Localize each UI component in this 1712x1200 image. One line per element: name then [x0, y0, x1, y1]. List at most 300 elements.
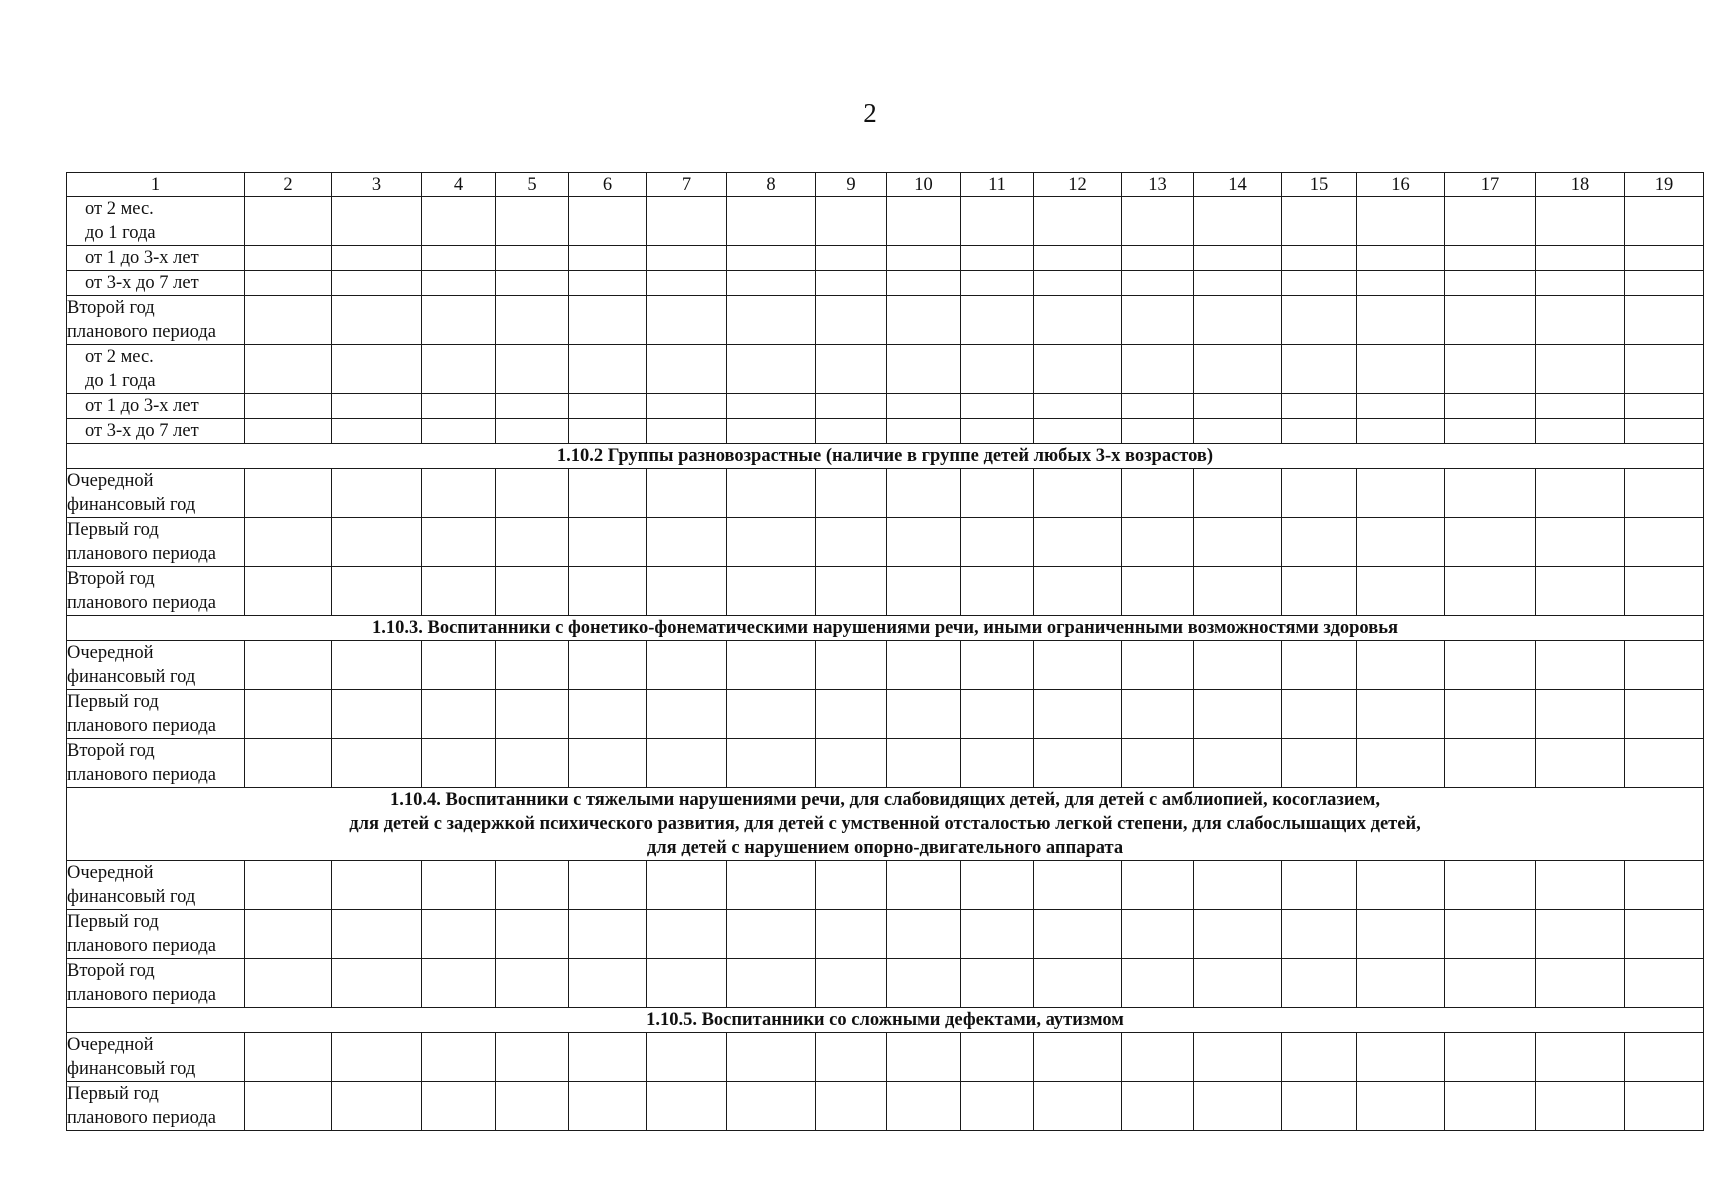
table-cell — [1282, 959, 1357, 1008]
table-cell — [961, 567, 1034, 616]
table-cell — [496, 1033, 569, 1082]
table-cell — [1625, 394, 1704, 419]
table-cell — [1034, 690, 1122, 739]
table-cell — [727, 197, 816, 246]
table-cell — [496, 690, 569, 739]
table-cell — [1194, 345, 1282, 394]
table-cell — [1625, 910, 1704, 959]
table-cell — [887, 518, 961, 567]
table-cell — [887, 345, 961, 394]
row-label — [67, 246, 245, 271]
table-cell — [1536, 469, 1625, 518]
row-label-line: до 1 года — [85, 223, 156, 243]
table-cell — [422, 1033, 496, 1082]
table-cell — [1034, 1033, 1122, 1082]
table-cell — [961, 246, 1034, 271]
row-label-line: финансовый год — [67, 667, 196, 687]
table-cell — [1357, 518, 1445, 567]
table-cell — [961, 641, 1034, 690]
table-cell — [245, 567, 332, 616]
table-cell — [647, 910, 727, 959]
table-cell — [332, 296, 422, 345]
table-cell — [496, 419, 569, 444]
table-cell — [1034, 197, 1122, 246]
row-label-line: планового периода — [67, 1108, 216, 1128]
table-cell — [422, 959, 496, 1008]
column-number-14: 14 — [1194, 173, 1282, 197]
table-cell — [422, 469, 496, 518]
table-cell — [245, 296, 332, 345]
table-cell — [496, 739, 569, 788]
row-label — [67, 1082, 245, 1131]
table-cell — [1122, 641, 1194, 690]
table-cell — [727, 959, 816, 1008]
table-cell — [569, 959, 647, 1008]
table-cell — [332, 959, 422, 1008]
table-cell — [647, 690, 727, 739]
table-cell — [1445, 910, 1536, 959]
table-cell — [1536, 1033, 1625, 1082]
table-cell — [332, 394, 422, 419]
table-cell — [961, 739, 1034, 788]
table-cell — [245, 1082, 332, 1131]
table-cell — [727, 861, 816, 910]
table-cell — [245, 861, 332, 910]
report-table — [66, 172, 1704, 1131]
table-cell — [245, 469, 332, 518]
table-cell — [1625, 959, 1704, 1008]
section-title-line: 1.10.3. Воспитанники с фонетико-фонематическими нарушениями речи, иными ограниченными возможностями здоровья — [372, 618, 1398, 638]
table-cell — [332, 518, 422, 567]
column-number-9: 9 — [816, 173, 887, 197]
table-cell — [1194, 419, 1282, 444]
table-cell — [1194, 739, 1282, 788]
table-cell — [496, 246, 569, 271]
table-cell — [1445, 641, 1536, 690]
column-number-5: 5 — [496, 173, 569, 197]
table-cell — [569, 861, 647, 910]
table-cell — [1122, 394, 1194, 419]
table-cell — [1445, 296, 1536, 345]
table-cell — [1194, 246, 1282, 271]
table-cell — [496, 518, 569, 567]
column-number-7: 7 — [647, 173, 727, 197]
row-label-line: планового периода — [67, 544, 216, 564]
table-cell — [332, 1033, 422, 1082]
table-cell — [1536, 1082, 1625, 1131]
table-cell — [816, 1033, 887, 1082]
table-cell — [1625, 246, 1704, 271]
column-number-6: 6 — [569, 173, 647, 197]
section-title — [67, 616, 1704, 641]
table-cell — [422, 641, 496, 690]
row-label — [67, 567, 245, 616]
table-cell — [1282, 469, 1357, 518]
table-cell — [816, 861, 887, 910]
row-label-line: Очередной — [67, 471, 154, 491]
row-label-line: планового периода — [67, 765, 216, 785]
column-number-4: 4 — [422, 173, 496, 197]
table-cell — [727, 394, 816, 419]
table-cell — [727, 518, 816, 567]
table-cell — [727, 567, 816, 616]
table-cell — [647, 739, 727, 788]
table-cell — [1122, 197, 1194, 246]
table-row — [67, 690, 1704, 739]
table-cell — [1536, 861, 1625, 910]
table-cell — [816, 246, 887, 271]
table-cell — [1122, 861, 1194, 910]
table-cell — [1536, 567, 1625, 616]
table-cell — [887, 271, 961, 296]
table-cell — [1034, 345, 1122, 394]
table-cell — [496, 271, 569, 296]
table-cell — [1536, 419, 1625, 444]
section-header-row — [67, 616, 1704, 641]
table-cell — [496, 959, 569, 1008]
section-header-row — [67, 788, 1704, 861]
table-cell — [245, 518, 332, 567]
table-cell — [1034, 296, 1122, 345]
table-cell — [647, 861, 727, 910]
table-cell — [1536, 910, 1625, 959]
row-label — [67, 690, 245, 739]
table-cell — [332, 419, 422, 444]
table-cell — [647, 296, 727, 345]
table-row — [67, 641, 1704, 690]
table-cell — [496, 394, 569, 419]
table-row — [67, 1033, 1704, 1082]
table-cell — [961, 345, 1034, 394]
table-row — [67, 469, 1704, 518]
column-number-19: 19 — [1625, 173, 1704, 197]
table-cell — [1122, 345, 1194, 394]
row-label-line: Второй год — [67, 961, 155, 981]
table-cell — [961, 296, 1034, 345]
table-cell — [1282, 641, 1357, 690]
table-cell — [245, 1033, 332, 1082]
row-label-line: Второй год — [67, 569, 155, 589]
table-cell — [1122, 690, 1194, 739]
table-body — [67, 197, 1704, 1131]
table-cell — [1122, 739, 1194, 788]
table-cell — [332, 345, 422, 394]
table-cell — [816, 910, 887, 959]
table-cell — [727, 641, 816, 690]
table-cell — [1194, 271, 1282, 296]
table-cell — [1282, 910, 1357, 959]
table-cell — [1282, 345, 1357, 394]
row-label-line: от 3-х до 7 лет — [85, 273, 199, 293]
table-cell — [816, 567, 887, 616]
table-cell — [1445, 246, 1536, 271]
table-cell — [1445, 345, 1536, 394]
table-cell — [727, 419, 816, 444]
table-cell — [1357, 1033, 1445, 1082]
row-label-line: от 2 мес. — [85, 347, 154, 367]
table-cell — [1445, 861, 1536, 910]
table-cell — [569, 419, 647, 444]
table-cell — [727, 910, 816, 959]
table-cell — [1122, 518, 1194, 567]
table-cell — [887, 641, 961, 690]
table-cell — [1536, 345, 1625, 394]
table-row — [67, 518, 1704, 567]
table-cell — [1536, 271, 1625, 296]
column-number-17: 17 — [1445, 173, 1536, 197]
column-number-15: 15 — [1282, 173, 1357, 197]
table-cell — [1625, 1082, 1704, 1131]
table-cell — [1445, 419, 1536, 444]
table-cell — [887, 246, 961, 271]
row-label — [67, 296, 245, 345]
row-label — [67, 394, 245, 419]
row-label — [67, 469, 245, 518]
table-cell — [569, 641, 647, 690]
column-number-11: 11 — [961, 173, 1034, 197]
table-cell — [1357, 246, 1445, 271]
table-cell — [1445, 1082, 1536, 1131]
table-cell — [961, 518, 1034, 567]
table-cell — [727, 246, 816, 271]
table-cell — [816, 690, 887, 739]
table-row — [67, 296, 1704, 345]
table-cell — [816, 345, 887, 394]
table-cell — [1194, 690, 1282, 739]
table-cell — [727, 271, 816, 296]
table-cell — [1357, 469, 1445, 518]
table-cell — [1625, 296, 1704, 345]
section-title-line: 1.10.5. Воспитанники со сложными дефектами, аутизмом — [646, 1010, 1124, 1030]
row-label-line: финансовый год — [67, 1059, 196, 1079]
table-cell — [496, 345, 569, 394]
table-cell — [1194, 1082, 1282, 1131]
table-cell — [422, 910, 496, 959]
table-cell — [245, 690, 332, 739]
table-cell — [1194, 469, 1282, 518]
table-cell — [1625, 739, 1704, 788]
table-cell — [496, 1082, 569, 1131]
table-cell — [1194, 861, 1282, 910]
table-cell — [1625, 345, 1704, 394]
row-label-line: Второй год — [67, 741, 155, 761]
table-cell — [1445, 739, 1536, 788]
table-cell — [1194, 1033, 1282, 1082]
table-cell — [1282, 419, 1357, 444]
table-cell — [1357, 296, 1445, 345]
table-cell — [422, 345, 496, 394]
section-title-line: 1.10.4. Воспитанники с тяжелыми нарушениями речи, для слабовидящих детей, для детей с амблиопией, косоглазием, — [390, 790, 1380, 810]
table-cell — [727, 739, 816, 788]
table-cell — [569, 469, 647, 518]
table-cell — [1357, 690, 1445, 739]
table-cell — [1194, 394, 1282, 419]
table-cell — [1282, 296, 1357, 345]
table-cell — [887, 469, 961, 518]
table-cell — [332, 690, 422, 739]
table-cell — [1282, 394, 1357, 419]
table-cell — [1194, 567, 1282, 616]
table-cell — [1357, 271, 1445, 296]
section-header-row — [67, 1008, 1704, 1033]
table-cell — [961, 1033, 1034, 1082]
row-label-line: финансовый год — [67, 495, 196, 515]
table-cell — [647, 1033, 727, 1082]
column-number-8: 8 — [727, 173, 816, 197]
table-cell — [727, 1082, 816, 1131]
table-cell — [496, 197, 569, 246]
table-cell — [332, 861, 422, 910]
table-cell — [1357, 959, 1445, 1008]
row-label-line: от 1 до 3-х лет — [85, 396, 199, 416]
row-label — [67, 271, 245, 296]
table-cell — [1625, 518, 1704, 567]
table-cell — [245, 739, 332, 788]
table-cell — [887, 197, 961, 246]
section-title — [67, 444, 1704, 469]
table-cell — [816, 739, 887, 788]
row-label-line: Первый год — [67, 912, 159, 932]
table-cell — [1034, 246, 1122, 271]
table-cell — [1625, 690, 1704, 739]
table-cell — [816, 518, 887, 567]
page-number: 2 — [863, 98, 877, 128]
row-label-line: до 1 года — [85, 371, 156, 391]
row-label — [67, 518, 245, 567]
row-label-line: Очередной — [67, 863, 154, 883]
column-number-16: 16 — [1357, 173, 1445, 197]
column-number-row — [67, 173, 1704, 197]
table-row — [67, 567, 1704, 616]
table-cell — [816, 197, 887, 246]
table-cell — [647, 1082, 727, 1131]
table-cell — [1536, 296, 1625, 345]
table-cell — [1194, 910, 1282, 959]
table-cell — [1122, 910, 1194, 959]
column-number-1: 1 — [67, 173, 245, 197]
table-cell — [961, 394, 1034, 419]
table-cell — [496, 641, 569, 690]
table-cell — [647, 394, 727, 419]
row-label-line: Очередной — [67, 643, 154, 663]
row-label — [67, 641, 245, 690]
table-cell — [887, 394, 961, 419]
table-cell — [1445, 959, 1536, 1008]
table-cell — [887, 1082, 961, 1131]
table-cell — [816, 1082, 887, 1131]
table-row — [67, 861, 1704, 910]
table-cell — [887, 690, 961, 739]
table-cell — [332, 1082, 422, 1131]
table-cell — [1445, 394, 1536, 419]
table-cell — [961, 861, 1034, 910]
row-label-line: финансовый год — [67, 887, 196, 907]
column-number-10: 10 — [887, 173, 961, 197]
row-label — [67, 959, 245, 1008]
table-cell — [245, 246, 332, 271]
table-cell — [422, 1082, 496, 1131]
table-cell — [1357, 641, 1445, 690]
table-cell — [961, 469, 1034, 518]
table-cell — [1194, 296, 1282, 345]
table-cell — [1357, 567, 1445, 616]
table-cell — [496, 296, 569, 345]
table-cell — [1282, 1082, 1357, 1131]
table-cell — [1122, 246, 1194, 271]
table-cell — [1357, 394, 1445, 419]
table-cell — [1122, 1082, 1194, 1131]
table-cell — [1625, 861, 1704, 910]
table-cell — [1536, 690, 1625, 739]
table-cell — [887, 910, 961, 959]
section-header-row — [67, 444, 1704, 469]
table-cell — [1625, 419, 1704, 444]
table-cell — [245, 641, 332, 690]
table-cell — [1536, 246, 1625, 271]
table-cell — [816, 271, 887, 296]
table-cell — [569, 739, 647, 788]
table-cell — [422, 246, 496, 271]
row-label-line: от 1 до 3-х лет — [85, 248, 199, 268]
table-cell — [1357, 419, 1445, 444]
table-cell — [727, 345, 816, 394]
table-cell — [1034, 271, 1122, 296]
table-cell — [816, 419, 887, 444]
table-cell — [1625, 641, 1704, 690]
table-cell — [647, 567, 727, 616]
table-cell — [1282, 246, 1357, 271]
table-cell — [727, 296, 816, 345]
column-number-2: 2 — [245, 173, 332, 197]
table-cell — [332, 641, 422, 690]
table-cell — [1625, 469, 1704, 518]
table-cell — [1445, 271, 1536, 296]
table-cell — [1445, 1033, 1536, 1082]
table-cell — [647, 469, 727, 518]
table-cell — [1445, 469, 1536, 518]
table-cell — [1122, 419, 1194, 444]
table-cell — [647, 197, 727, 246]
table-cell — [1357, 345, 1445, 394]
table-cell — [1445, 518, 1536, 567]
table-cell — [1034, 739, 1122, 788]
table-cell — [887, 567, 961, 616]
row-label — [67, 419, 245, 444]
table-cell — [422, 197, 496, 246]
table-cell — [569, 197, 647, 246]
table-row — [67, 739, 1704, 788]
table-cell — [1122, 959, 1194, 1008]
table-row — [67, 394, 1704, 419]
table-cell — [647, 345, 727, 394]
row-label-line: Второй год — [67, 298, 155, 318]
section-title — [67, 788, 1704, 861]
table-cell — [569, 1082, 647, 1131]
table-cell — [1445, 197, 1536, 246]
table-cell — [1034, 641, 1122, 690]
table-cell — [332, 469, 422, 518]
table-cell — [332, 739, 422, 788]
table-cell — [1122, 296, 1194, 345]
section-title-line: для детей с нарушением опорно-двигательного аппарата — [646, 838, 1124, 858]
table-cell — [1536, 959, 1625, 1008]
table-cell — [887, 959, 961, 1008]
table-cell — [1034, 518, 1122, 567]
table-cell — [332, 271, 422, 296]
table-cell — [569, 567, 647, 616]
table-cell — [569, 296, 647, 345]
table-row — [67, 246, 1704, 271]
